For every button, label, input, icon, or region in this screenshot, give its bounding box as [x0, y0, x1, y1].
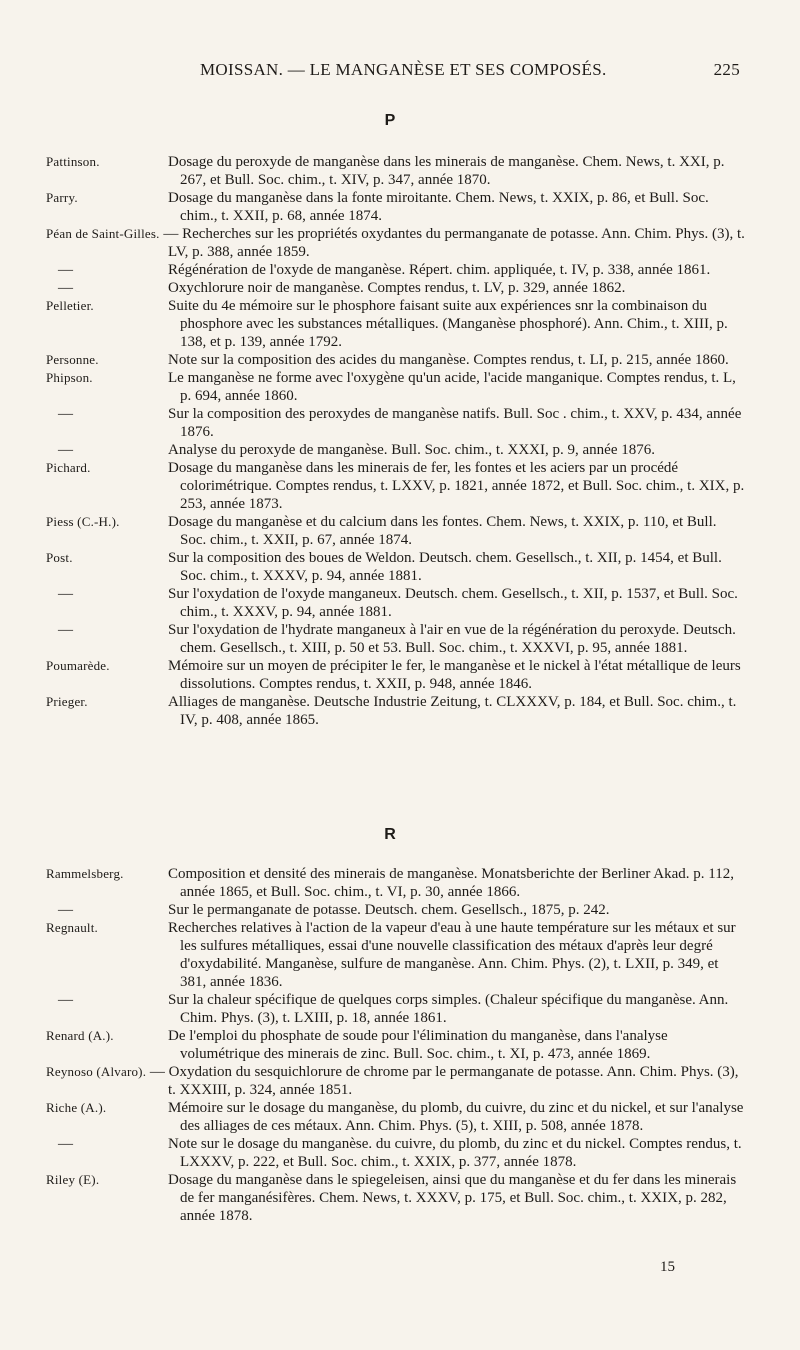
entry-citation: Note sur la composition des acides du manganèse. Comptes rendus, t. LI, p. 215, année 1860.	[168, 352, 729, 368]
bibliography-entry	[46, 153, 746, 189]
bibliography-entry	[46, 919, 746, 991]
bibliography-entry	[46, 405, 746, 441]
entry-citation: Mémoire sur un moyen de précipiter le fer, le manganèse et le nickel à l'état métallique de leurs dissolutions. Comptes rendus, t. XXII, p. 948, année 1846.	[168, 658, 741, 692]
entry-citation: Recherches relatives à l'action de la vapeur d'eau à une haute température sur les métaux et sur les sulfures métalliques, essai d'une nouvelle classification des métaux d'après leur degré d'oxydabilité. Manganèse, sulfure de manganèse. Ann. Chim. Phys. (2), t. LXII, p. 349, et 381, année 1836.	[168, 920, 736, 990]
section-letter-p: P	[384, 112, 396, 129]
entry-author: Renard (A.).	[46, 1028, 114, 1043]
entry-author: —	[58, 586, 74, 602]
bibliography-entry	[46, 657, 746, 693]
entry-citation: Sur la composition des peroxydes de manganèse natifs. Bull. Soc . chim., t. XXV, p. 434, année 1876.	[168, 406, 742, 440]
bibliography-entry	[46, 369, 746, 405]
entry-citation: Sur le permanganate de potasse. Deutsch. chem. Gesellsch., 1875, p. 242.	[168, 902, 610, 918]
entry-citation: Sur la chaleur spécifique de quelques corps simples. (Chaleur spécifique du manganèse. Ann. Chim. Phys. (3), t. LXIII, p. 18, année 1861.	[168, 992, 729, 1026]
bibliography-entry	[46, 1099, 746, 1135]
signature-mark: 15	[660, 1259, 675, 1275]
section-p-entries	[46, 153, 746, 729]
entry-author: Personne.	[46, 352, 99, 367]
section-r-entries	[46, 865, 746, 1225]
entry-citation: Sur l'oxydation de l'hydrate manganeux à l'air en vue de la régénération du peroxyde. Deutsch. chem. Gesellsch., t. XIII, p. 50 et 53. Bull. Soc. chim., t. XXXVI, p. 95, année 1881.	[168, 622, 736, 656]
entry-author: —	[58, 1136, 74, 1152]
entry-author: Regnault.	[46, 920, 98, 935]
bibliography-entry	[46, 549, 746, 585]
bibliography-entry	[46, 1135, 746, 1171]
bibliography-entry	[46, 459, 746, 513]
entry-author: Pattinson.	[46, 154, 100, 169]
entry-citation: De l'emploi du phosphate de soude pour l'élimination du manganèse, dans l'analyse volumétrique des minerais de zinc. Bull. Soc. chim., t. XI, p. 473, année 1869.	[168, 1028, 668, 1062]
entry-citation: Oxychlorure noir de manganèse. Comptes rendus, t. LV, p. 329, année 1862.	[168, 280, 626, 296]
bibliography-entry	[46, 261, 746, 279]
bibliography-entry	[46, 1063, 746, 1099]
bibliography-entry	[46, 901, 746, 919]
entry-author: Parry.	[46, 190, 78, 205]
entry-citation: Le manganèse ne forme avec l'oxygène qu'un acide, l'acide manganique. Comptes rendus, t. L, p. 694, année 1860.	[168, 370, 736, 404]
entry-author: Pichard.	[46, 460, 91, 475]
running-title: MOISSAN. — LE MANGANÈSE ET SES COMPOSÉS.	[200, 60, 607, 79]
bibliography-entry	[46, 865, 746, 901]
entry-citation: Régénération de l'oxyde de manganèse. Répert. chim. appliquée, t. IV, p. 338, année 1861.	[168, 262, 711, 278]
entry-citation: Dosage du manganèse et du calcium dans les fontes. Chem. News, t. XXIX, p. 110, et Bull. Soc. chim., t. XXII, p. 67, année 1874.	[168, 514, 717, 548]
entry-author: Riche (A.).	[46, 1100, 107, 1115]
entry-author: Riley (E).	[46, 1172, 100, 1187]
entry-citation: — Recherches sur les propriétés oxydantes du permanganate de potasse. Ann. Chim. Phys. (3), t. LV, p. 388, année 1859.	[163, 226, 745, 260]
entry-citation: Dosage du manganèse dans le spiegeleisen, ainsi que du manganèse et du fer dans les minerais de fer manganésifères. Chem. News, t. XXXV, p. 175, et Bull. Soc. chim., t. XXIX, p. 282, année 1878.	[168, 1172, 737, 1224]
bibliography-entry	[46, 351, 746, 369]
entry-citation: Sur la composition des boues de Weldon. Deutsch. chem. Gesellsch., t. XII, p. 1454, et Bull. Soc. chim., t. XXXV, p. 94, année 1881.	[168, 550, 722, 584]
entry-author: Reynoso (Alvaro).	[46, 1064, 147, 1079]
entry-citation: Alliages de manganèse. Deutsche Industrie Zeitung, t. CLXXXV, p. 184, et Bull. Soc. chim., t. IV, p. 408, année 1865.	[168, 694, 737, 728]
bibliography-entry	[46, 279, 746, 297]
bibliography-entry	[46, 297, 746, 351]
entry-citation: Suite du 4e mémoire sur le phosphore faisant suite aux expériences snr la combinaison du phosphore avec les substances métalliques. (Manganèse phosphoré). Ann. Chim., t. XIII, p. 138, et p. 139, année 1792.	[168, 298, 728, 350]
bibliography-entry	[46, 1171, 746, 1225]
bibliography-entry	[46, 225, 746, 261]
entry-author: Post.	[46, 550, 73, 565]
entry-citation: Dosage du peroxyde de manganèse dans les minerais de manganèse. Chem. News, t. XXI, p. 267, et Bull. Soc. chim., t. XIV, p. 347, année 1870.	[168, 154, 725, 188]
entry-citation: Mémoire sur le dosage du manganèse, du plomb, du cuivre, du zinc et du nickel, et sur l'analyse des alliages de ces métaux. Ann. Chim. Phys. (5), t. XIII, p. 508, année 1878.	[168, 1100, 744, 1134]
entry-citation: Note sur le dosage du manganèse. du cuivre, du plomb, du zinc et du nickel. Comptes rendus, t. LXXXV, p. 222, et Bull. Soc. chim., t. XXIX, p. 377, année 1878.	[168, 1136, 742, 1170]
entry-author: —	[58, 992, 74, 1008]
bibliography-entry	[46, 621, 746, 657]
section-letter-r: R	[384, 826, 396, 843]
entry-author: Poumarède.	[46, 658, 110, 673]
bibliography-entry	[46, 189, 746, 225]
bibliography-entry	[46, 513, 746, 549]
entry-citation: Sur l'oxydation de l'oxyde manganeux. Deutsch. chem. Gesellsch., t. XII, p. 1537, et Bull. Soc. chim., t. XXXV, p. 94, année 1881.	[168, 586, 738, 620]
entry-author: Piess (C.-H.).	[46, 514, 120, 529]
entry-citation: Analyse du peroxyde de manganèse. Bull. Soc. chim., t. XXXI, p. 9, année 1876.	[168, 442, 655, 458]
entry-citation: Dosage du manganèse dans la fonte miroitante. Chem. News, t. XXIX, p. 86, et Bull. Soc. chim., t. XXII, p. 68, année 1874.	[168, 190, 709, 224]
entry-citation: Composition et densité des minerais de manganèse. Monatsberichte der Berliner Akad. p. 112, année 1865, et Bull. Soc. chim., t. VI, p. 30, année 1866.	[168, 866, 734, 900]
entry-author: —	[58, 442, 74, 458]
entry-citation: — Oxydation du sesquichlorure de chrome par le permanganate de potasse. Ann. Chim. Phys. (3), t. XXXIII, p. 324, année 1851.	[149, 1064, 739, 1098]
entry-author: Phipson.	[46, 370, 93, 385]
page-number: 225	[713, 60, 740, 79]
bibliography-entry	[46, 441, 746, 459]
bibliography-entry	[46, 1027, 746, 1063]
entry-author: —	[58, 262, 74, 278]
entry-author: —	[58, 902, 74, 918]
entry-author: —	[58, 622, 74, 638]
entry-author: —	[58, 406, 74, 422]
entry-author: Rammelsberg.	[46, 866, 124, 881]
entry-citation: Dosage du manganèse dans les minerais de fer, les fontes et les aciers par un procédé colorimétrique. Comptes rendus, t. LXXV, p. 1821, année 1872, et Bull. Soc. chim., t. XIX, p. 253, année 1873.	[168, 460, 745, 512]
bibliography-entry	[46, 693, 746, 729]
entry-author: —	[58, 280, 74, 296]
entry-author: Péan de Saint-Gilles.	[46, 226, 160, 241]
bibliography-entry	[46, 585, 746, 621]
entry-author: Pelletier.	[46, 298, 94, 313]
entry-author: Prieger.	[46, 694, 88, 709]
bibliography-entry	[46, 991, 746, 1027]
